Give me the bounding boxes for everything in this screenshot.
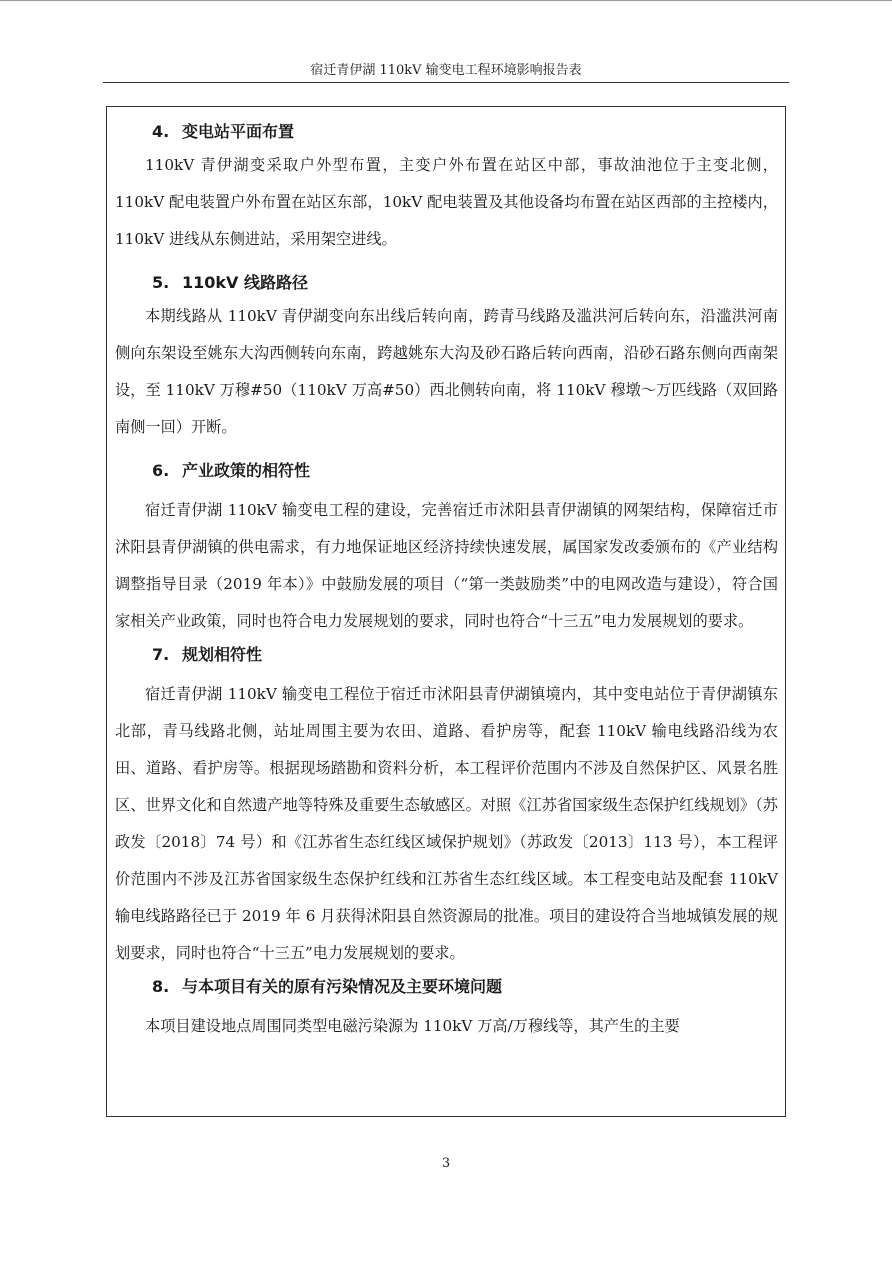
section-title: 变电站平面布置 [182,122,295,141]
section-title: 产业政策的相符性 [182,461,311,480]
section-body-5: 本期线路从 110kV 青伊湖变向东出线后转向南，跨青马线路及滥洪河后转向东，沿滥洪河南侧向东架设至姚东大沟西侧转向东南，跨越姚东大沟及砂石路后转向西南，沿砂石路东侧向西南架设，至 110kV 万穆#50（110kV 万高#50）西北侧转向南，将 110kV 穆墩～万匹线路（双回路南侧一回）开断。 [115,307,778,436]
header-divider [103,82,789,83]
report-table-cell [106,106,786,1117]
section-number: 8. [152,977,170,996]
section-heading-7 [115,640,778,670]
section-title: 110kV 线路路径 [182,273,308,292]
section-heading-4 [115,117,778,147]
section-number: 5. [152,273,170,292]
section-heading-8 [115,972,778,1002]
section-number: 6. [152,461,170,480]
section-body-8: 本项目建设地点周围同类型电磁污染源为 110kV 万高/万穆线等，其产生的主要 [145,1017,680,1035]
section-body-7: 宿迁青伊湖 110kV 输变电工程位于宿迁市沭阳县青伊湖镇境内，其中变电站位于青伊湖镇东北部，青马线路北侧，站址周围主要为农田、道路、看护房等，配套 110kV 输电线路沿线为农田、道路、看护房等。根据现场踏勘和资料分析，本工程评价范围内不涉及自然保护区、风景名胜区、世界文化和自然遗产地等特殊及重要生态敏感区。对照《江苏省国家级生态保护红线规划》（苏政发〔2018〕74 号）和《江苏省生态红线区域保护规划》（苏政发〔2013〕113 号），本工程评价范围内不涉及江苏省国家级生态保护红线和江苏省生态红线区域。本工程变电站及配套 110kV 输电线路路径已于 2019 年 6 月获得沭阳县自然资源局的批准。项目的建设符合当地城镇发展的规划要求，同时也符合“十三五”电力发展规划的要求。 [115,685,778,962]
section-title: 规划相符性 [182,645,263,664]
section-number: 7. [152,645,170,664]
running-header: 宿迁青伊湖 110kV 输变电工程环境影响报告表 [310,63,582,78]
section-body-4: 110kV 青伊湖变采取户外型布置，主变户外布置在站区中部，事故油池位于主变北侧，110kV 配电装置户外布置在站区东部，10kV 配电装置及其他设备均布置在站区西部的主控楼内，110kV 进线从东侧进站，采用架空进线。 [115,156,778,248]
section-body-6: 宿迁青伊湖 110kV 输变电工程的建设，完善宿迁市沭阳县青伊湖镇的网架结构，保障宿迁市沭阳县青伊湖镇的供电需求，有力地保证地区经济持续快速发展，属国家发改委颁布的《产业结构调整指导目录（2019 年本）》中鼓励发展的项目（“第一类鼓励类”中的电网改造与建设），符合国家相关产业政策，同时也符合电力发展规划的要求，同时也符合“十三五”电力发展规划的要求。 [115,501,778,630]
section-spacer [115,446,778,456]
report-content [115,117,778,1045]
section-title: 与本项目有关的原有污染情况及主要环境问题 [182,977,503,996]
page-number: 3 [441,1156,451,1171]
section-heading-6 [115,456,778,486]
section-spacer [115,258,778,268]
page-top-border [0,0,892,1]
section-heading-5 [115,268,778,298]
section-number: 4. [152,122,170,141]
